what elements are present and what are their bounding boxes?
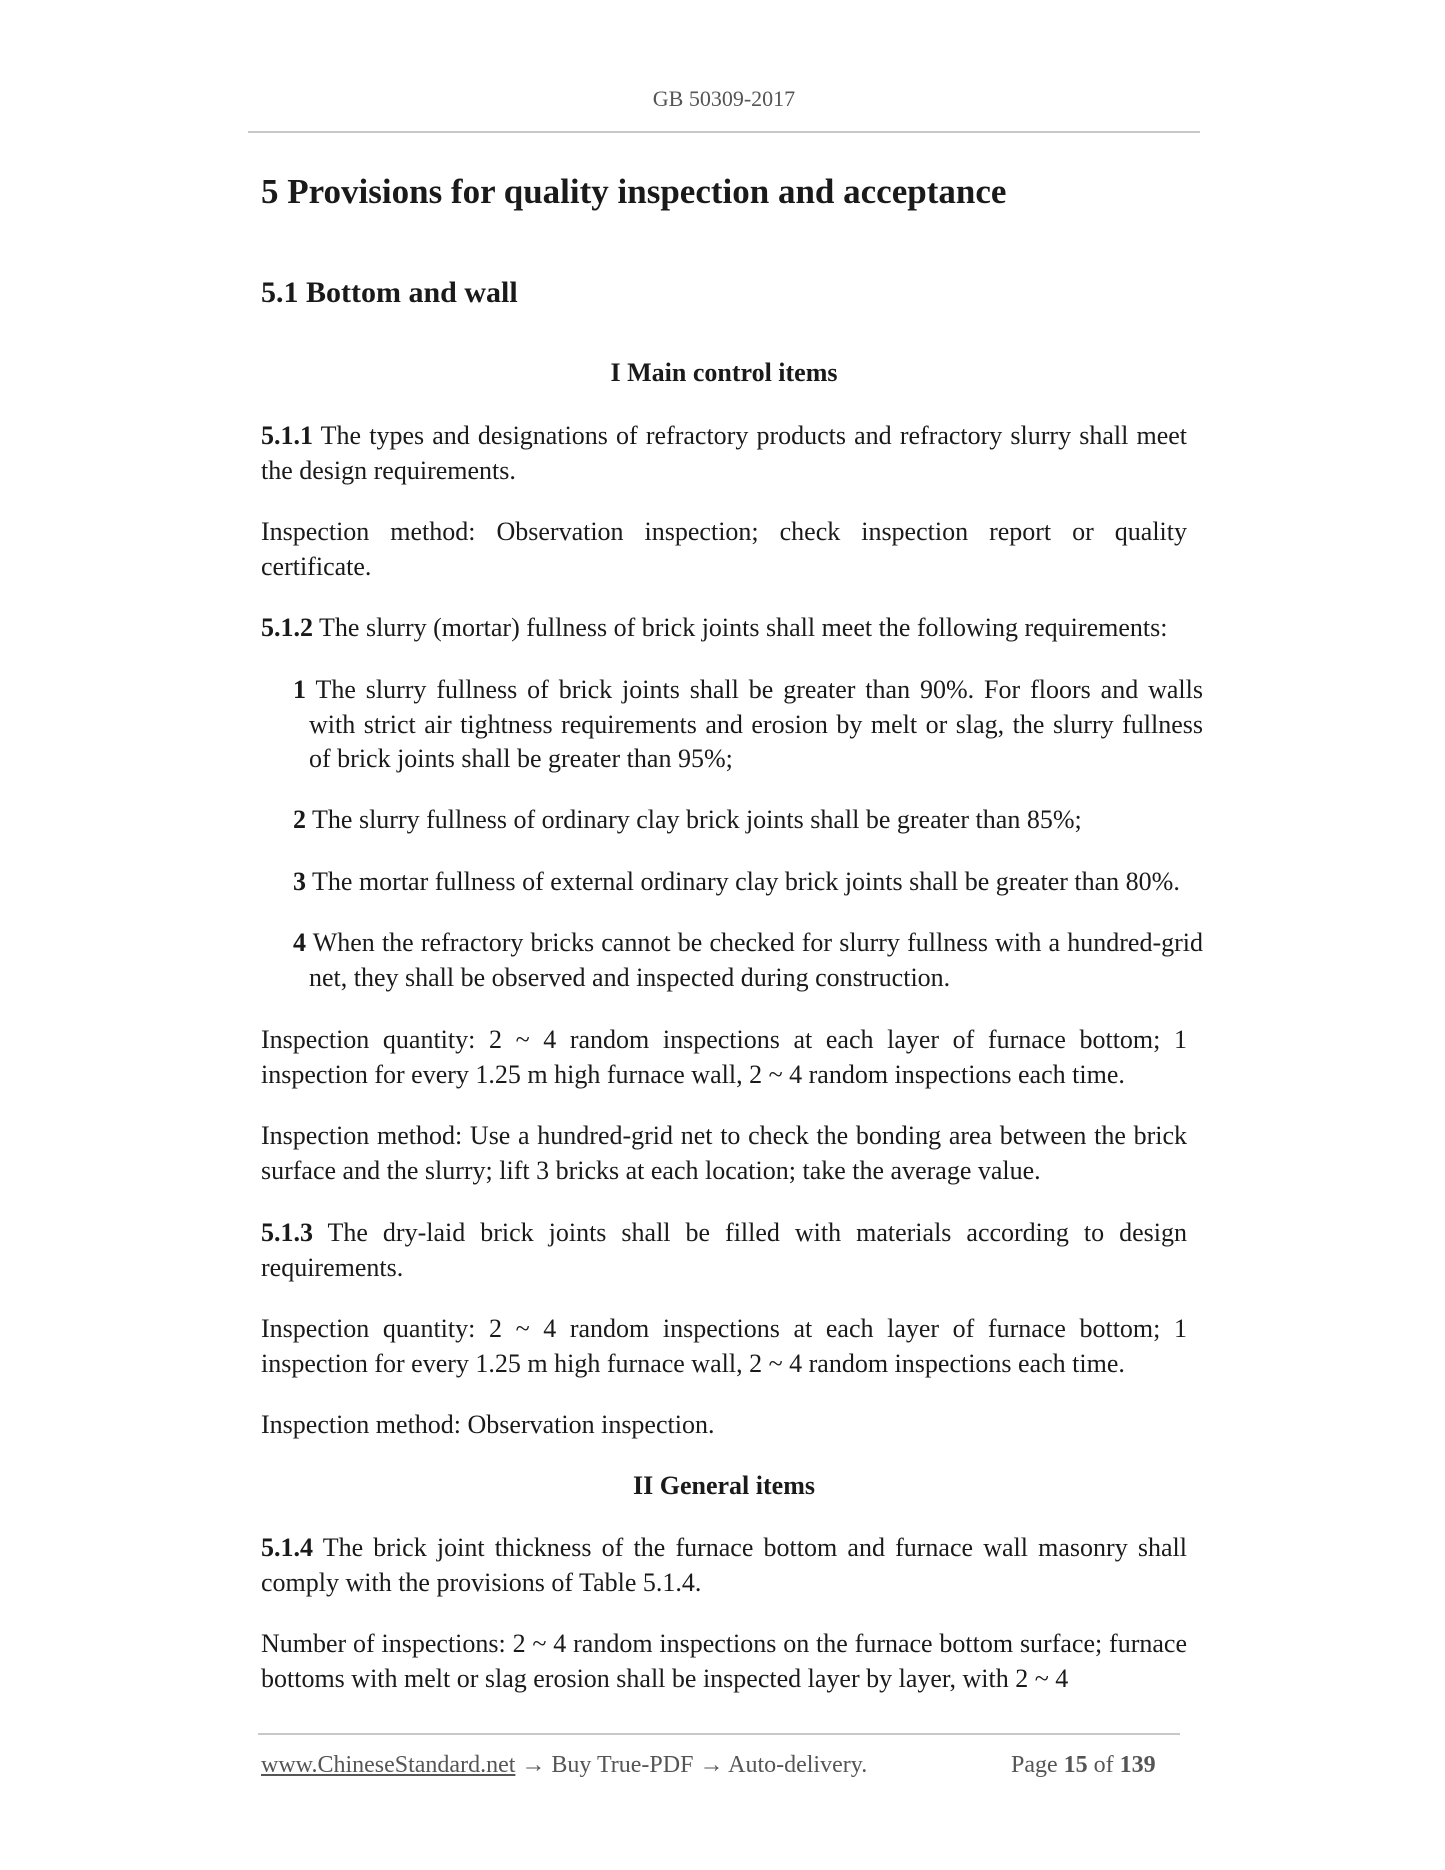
clause-5-1-2 bbox=[261, 611, 1187, 646]
section-title: 5.1 Bottom and wall bbox=[261, 276, 518, 309]
total-pages: 139 bbox=[1119, 1752, 1156, 1778]
item-text: When the refractory bricks cannot be checked for slurry fullness with a hundred-grid net, they shall be observed and inspected during construction. bbox=[306, 928, 1203, 992]
chapter-title: 5 Provisions for quality inspection and acceptance bbox=[261, 172, 1007, 211]
list-item bbox=[293, 673, 1203, 777]
clause-5-1-1-method: Inspection method: Observation inspection; check inspection report or quality certificate. bbox=[261, 517, 1187, 581]
clause-text: The slurry (mortar) fullness of brick joints shall meet the following requirements: bbox=[313, 613, 1168, 642]
clause-number: 5.1.4 bbox=[261, 1533, 313, 1562]
item-text: The mortar fullness of external ordinary clay brick joints shall be greater than 80%. bbox=[306, 867, 1180, 896]
clause-text: The types and designations of refractory products and refractory slurry shall meet the design requirements. bbox=[261, 421, 1187, 485]
site-link[interactable]: www.ChineseStandard.net bbox=[261, 1752, 516, 1778]
footer-tail: → Buy True-PDF → Auto-delivery. bbox=[515, 1752, 868, 1778]
footer-divider bbox=[258, 1733, 1180, 1735]
document-header: GB 50309-2017 bbox=[652, 86, 796, 111]
clause-5-1-4 bbox=[261, 1531, 1187, 1600]
clause-5-1-1 bbox=[261, 419, 1187, 488]
list-item bbox=[293, 803, 1203, 838]
item-number: 4 bbox=[293, 928, 306, 957]
clause-5-1-2-method: Inspection method: Use a hundred-grid net to check the bonding area between the brick surface and the slurry; lift 3 bricks at each location; take the average value. bbox=[261, 1121, 1187, 1185]
page-label: Page bbox=[1011, 1752, 1058, 1778]
clause-5-1-4-number: Number of inspections: 2 ~ 4 random inspections on the furnace bottom surface; furnace bottoms with melt or slag erosion shall be inspected layer by layer, with 2 ~ 4 bbox=[261, 1629, 1187, 1693]
clause-5-1-3 bbox=[261, 1216, 1187, 1285]
clause-number: 5.1.2 bbox=[261, 613, 313, 642]
clause-5-1-3-method: Inspection method: Observation inspection. bbox=[261, 1410, 715, 1439]
item-text: The slurry fullness of ordinary clay brick joints shall be greater than 85%; bbox=[306, 805, 1082, 834]
footer-promo bbox=[261, 1752, 867, 1779]
clause-5-1-2-quantity: Inspection quantity: 2 ~ 4 random inspections at each layer of furnace bottom; 1 inspection for every 1.25 m high furnace wall, 2 ~ 4 random inspections each time. bbox=[261, 1025, 1187, 1089]
list-item bbox=[293, 926, 1203, 995]
clause-text: The brick joint thickness of the furnace bottom and furnace wall masonry shall comply with the provisions of Table 5.1.4. bbox=[261, 1533, 1187, 1597]
clause-text: The dry-laid brick joints shall be filled with materials according to design requirements. bbox=[261, 1218, 1187, 1282]
subsection-general: II General items bbox=[633, 1471, 815, 1500]
item-number: 3 bbox=[293, 867, 306, 896]
list-item bbox=[293, 865, 1203, 900]
clause-5-1-3-quantity: Inspection quantity: 2 ~ 4 random inspections at each layer of furnace bottom; 1 inspection for every 1.25 m high furnace wall, 2 ~ 4 random inspections each time. bbox=[261, 1314, 1187, 1378]
item-number: 1 bbox=[293, 675, 306, 704]
clause-number: 5.1.1 bbox=[261, 421, 313, 450]
clause-number: 5.1.3 bbox=[261, 1218, 313, 1247]
subsection-main-control: I Main control items bbox=[610, 358, 838, 387]
page-number: 15 bbox=[1063, 1752, 1088, 1778]
item-number: 2 bbox=[293, 805, 306, 834]
item-text: The slurry fullness of brick joints shall be greater than 90%. For floors and walls with strict air tightness requirements and erosion by melt or slag, the slurry fullness of brick joints shall be greater than 95%; bbox=[306, 675, 1203, 773]
header-divider bbox=[248, 131, 1200, 133]
of-label: of bbox=[1093, 1752, 1114, 1778]
page-indicator bbox=[1011, 1752, 1156, 1779]
